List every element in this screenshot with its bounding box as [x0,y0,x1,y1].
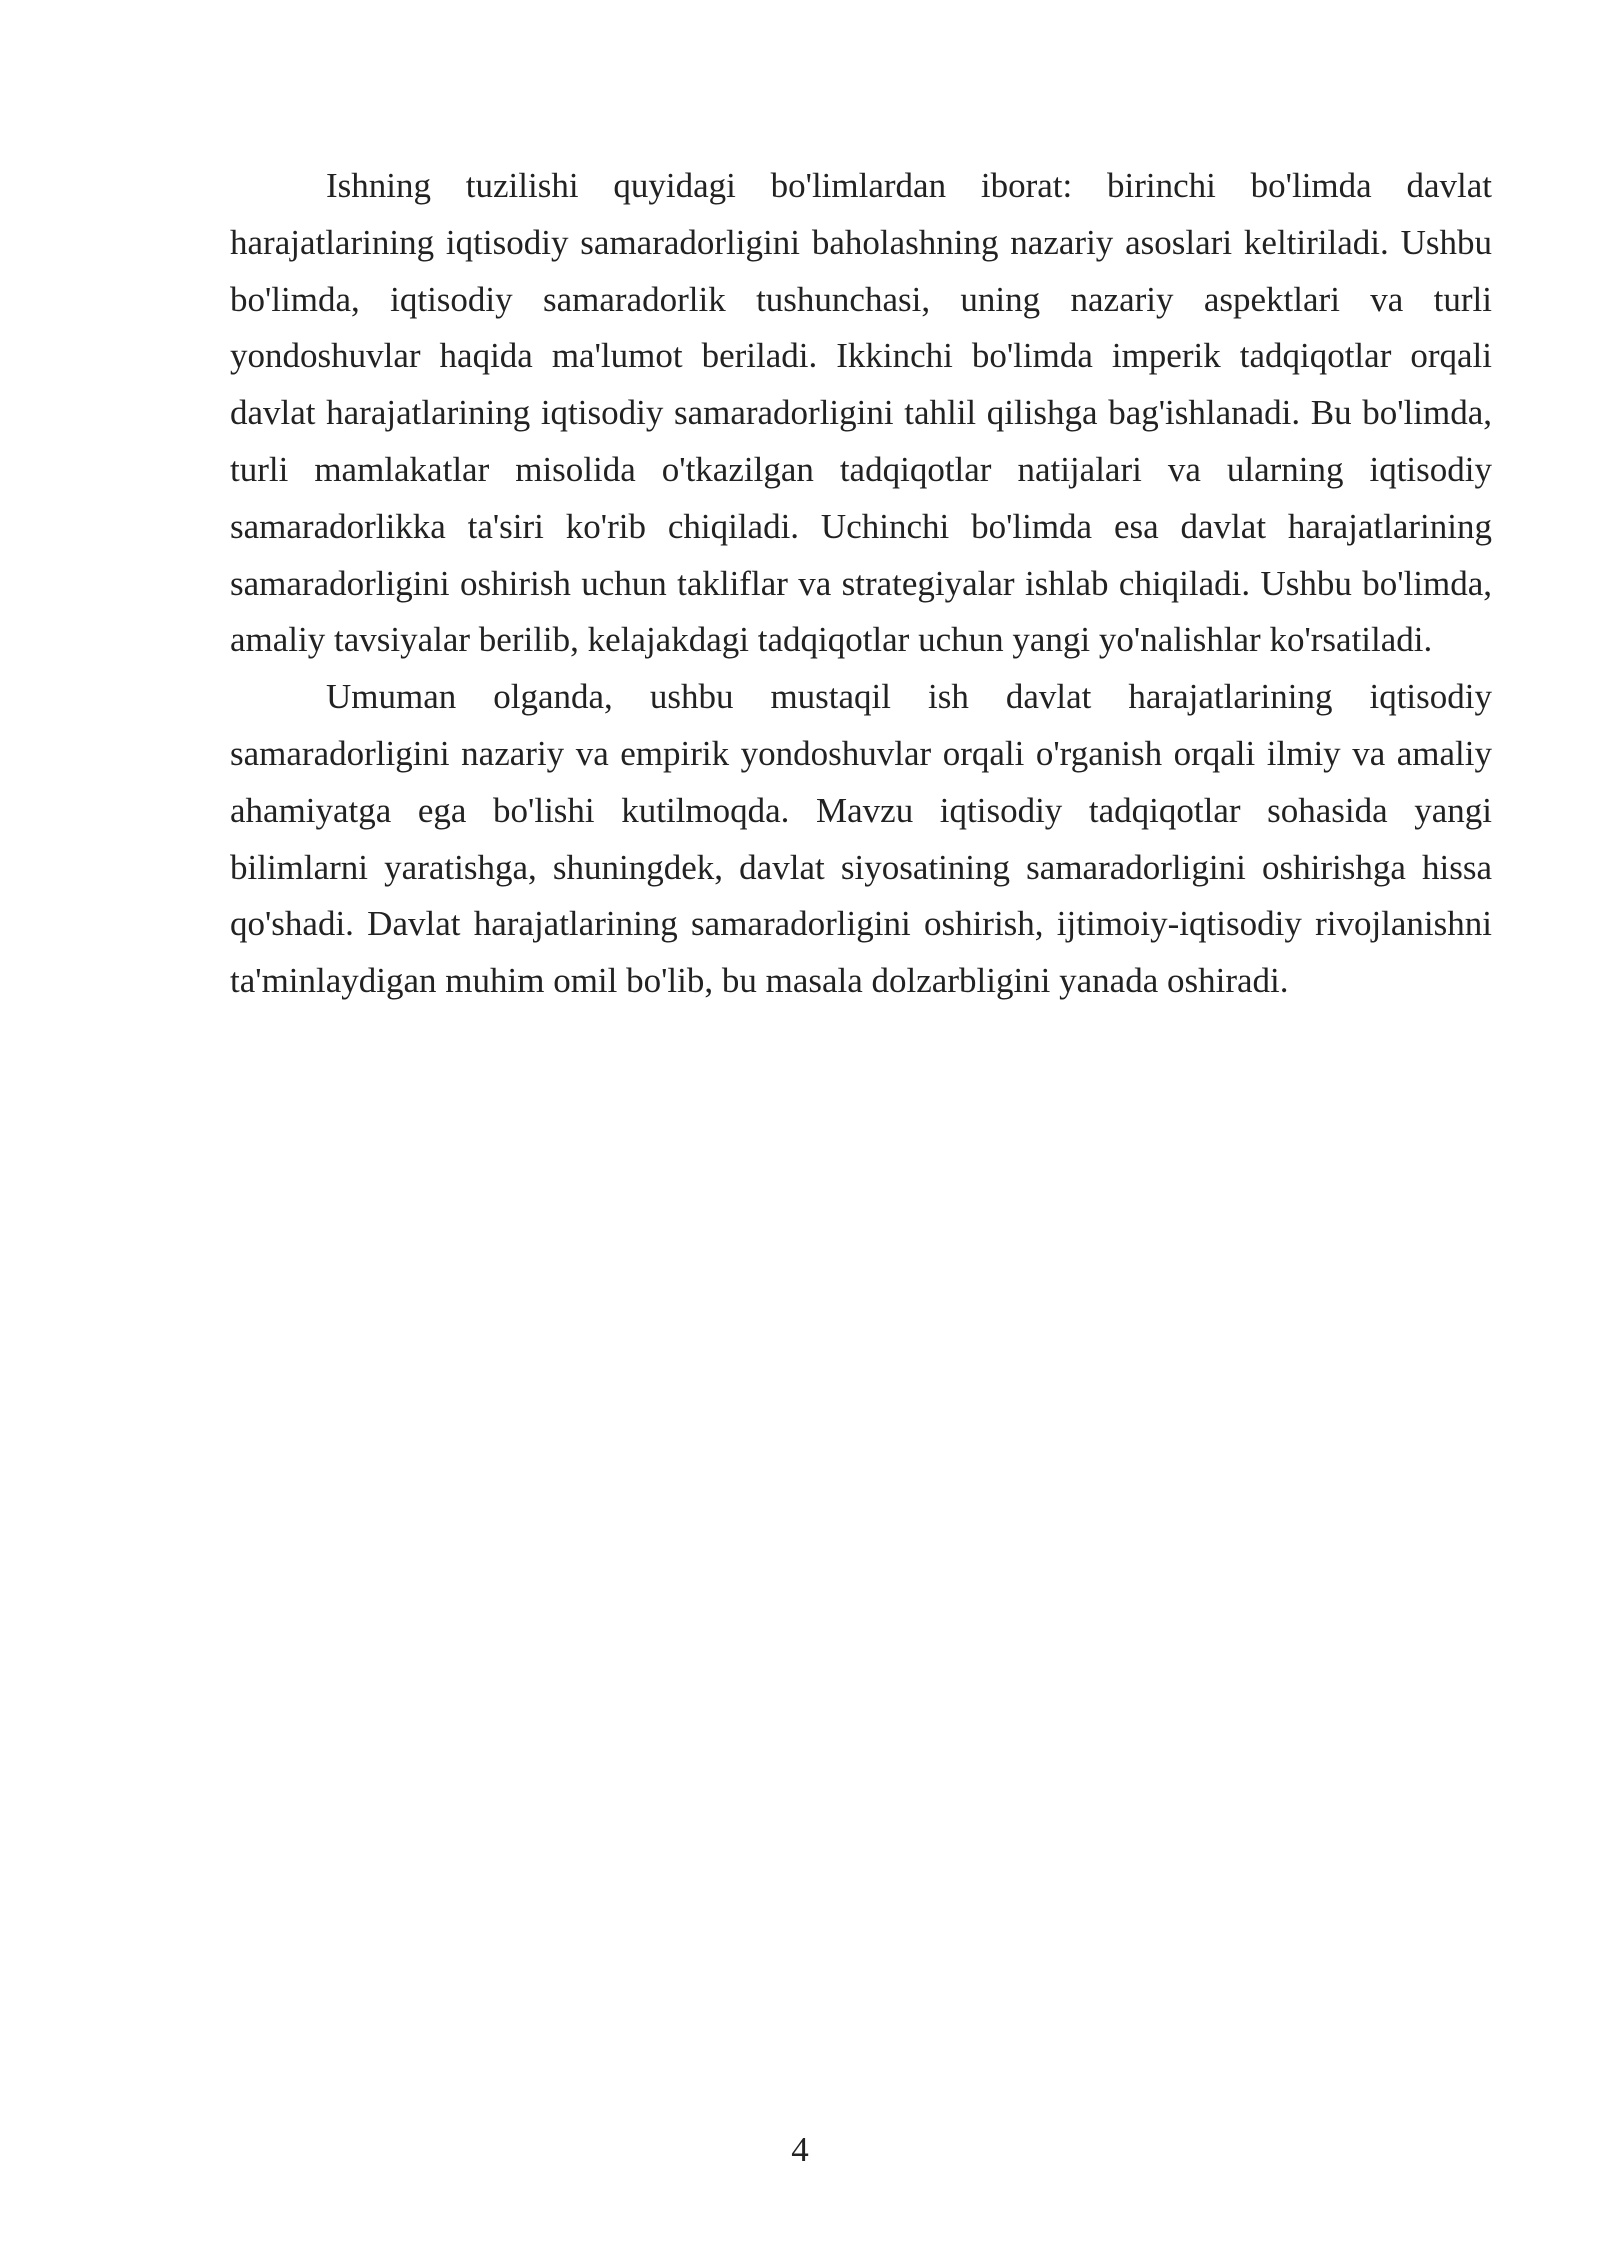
paragraph-structure: Ishning tuzilishi quyidagi bo'limlardan iborat: birinchi bo'limda davlat harajatlarining iqtisodiy samaradorligini baholashning nazariy asoslari keltiriladi. Ushbu bo'limda, iqtisodiy samaradorlik tushunchasi, uning nazariy aspektlari va turli yondoshuvlar haqida ma'lumot beriladi. Ikkinchi bo'limda imperik tadqiqotlar orqali davlat harajatlarining iqtisodiy samaradorligini tahlil qilishga bag'ishlanadi. Bu bo'limda, turli mamlakatlar misolida o'tkazilgan tadqiqotlar natijalari va ularning iqtisodiy samaradorlikka ta'siri ko'rib chiqiladi. Uchinchi bo'limda esa davlat harajatlarining samaradorligini oshirish uchun takliflar va strategiyalar ishlab chiqiladi. Ushbu bo'limda, amaliy tavsiyalar berilib, kelajakdagi tadqiqotlar uchun yangi yo'nalishlar ko'rsatiladi. [230,166,1492,660]
page-number: 4 [791,2130,809,2169]
body-text [230,158,1492,1010]
paragraph-conclusion: Umuman olganda, ushbu mustaqil ish davlat harajatlarining iqtisodiy samaradorligini nazariy va empirik yondoshuvlar orqali o'rganish orqali ilmiy va amaliy ahamiyatga ega bo'lishi kutilmoqda. Mavzu iqtisodiy tadqiqotlar sohasida yangi bilimlarni yaratishga, shuningdek, davlat siyosatining samaradorligini oshirishga hissa qo'shadi. Davlat harajatlarining samaradorligini oshirish, ijtimoiy-iqtisodiy rivojlanishni ta'minlaydigan muhim omil bo'lib, bu masala dolzarbligini yanada oshiradi. [230,677,1492,1001]
